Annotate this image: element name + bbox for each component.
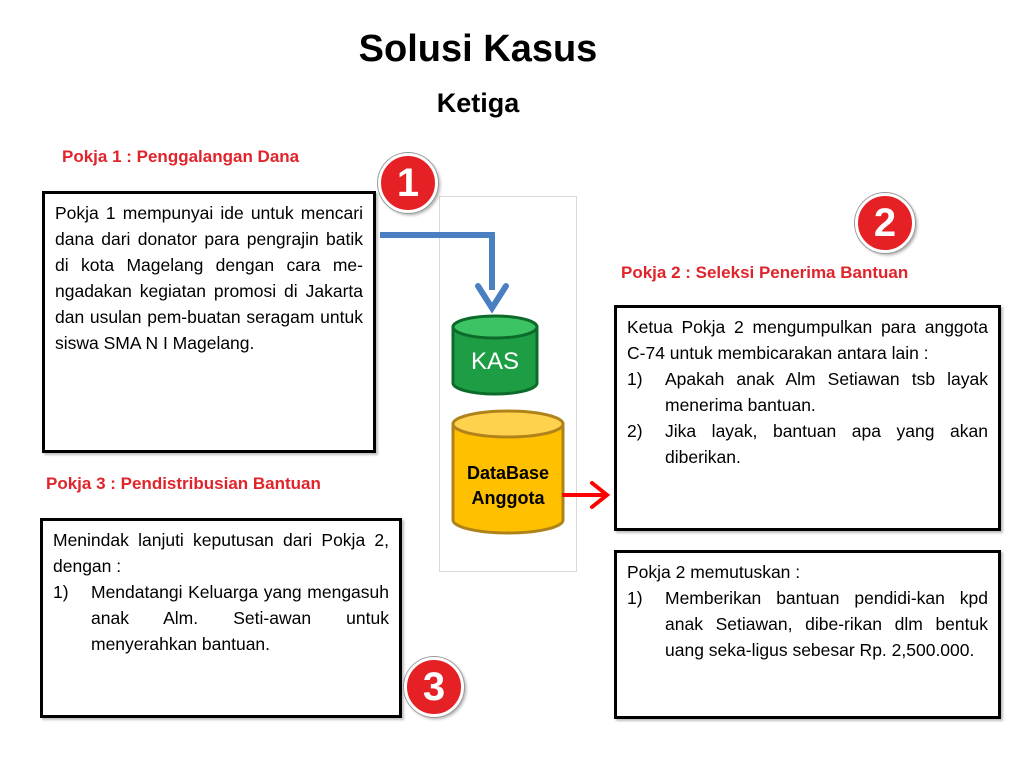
step-badge-3: 3 [404, 657, 464, 717]
database-label-line2: Anggota [471, 488, 545, 508]
list-item-number: 2) [627, 421, 643, 441]
pokja3-intro: Menindak lanjuti keputusan dari Pokja 2, dengan : [53, 530, 389, 576]
database-label-line1: DataBase [466, 463, 550, 483]
list-item-number: 1) [627, 588, 643, 608]
list-item-number: 1) [53, 582, 69, 602]
pokja1-text: Pokja 1 mempunyai ide untuk mencari dana dari donator para pengrajin batik di kota Magelang dengan cara me-ngadakan kegiatan promosi di Jakarta dan usulan pem-buatan seragam untuk siswa SMA N I Magelang. [55, 203, 363, 353]
pokja3-heading: Pokja 3 : Pendistribusian Bantuan [46, 474, 321, 493]
kas-label: KAS [470, 348, 520, 375]
pokja2-intro: Ketua Pokja 2 mengumpulkan para anggota C-74 untuk membicarakan antara lain : [627, 317, 988, 363]
flow-arrow-to-kas [380, 235, 492, 290]
page-title: Solusi Kasus [358, 28, 598, 70]
pokja2-heading: Pokja 2 : Seleksi Penerima Bantuan [621, 263, 909, 282]
list-item-number: 1) [627, 369, 643, 389]
list-item-text: Mendatangi Keluarga yang mengasuh anak Alm. Seti-awan untuk menyerahkan bantuan. [91, 582, 389, 654]
pokja2-decision-intro: Pokja 2 memutuskan : [627, 562, 801, 582]
step-badge-2: 2 [855, 193, 915, 253]
list-item-text: Apakah anak Alm Setiawan tsb layak menerima bantuan. [665, 369, 988, 415]
list-item-text: Jika layak, bantuan apa yang akan diberikan. [665, 421, 988, 467]
page-subtitle: Ketiga [436, 88, 520, 118]
pokja1-heading: Pokja 1 : Penggalangan Dana [62, 147, 300, 166]
list-item-text: Memberikan bantuan pendidi-kan kpd anak Setiawan, dibe-rikan dlm bentuk uang seka-ligus sebesar Rp. 2,500.000. [665, 588, 988, 660]
step-badge-1: 1 [378, 153, 438, 213]
